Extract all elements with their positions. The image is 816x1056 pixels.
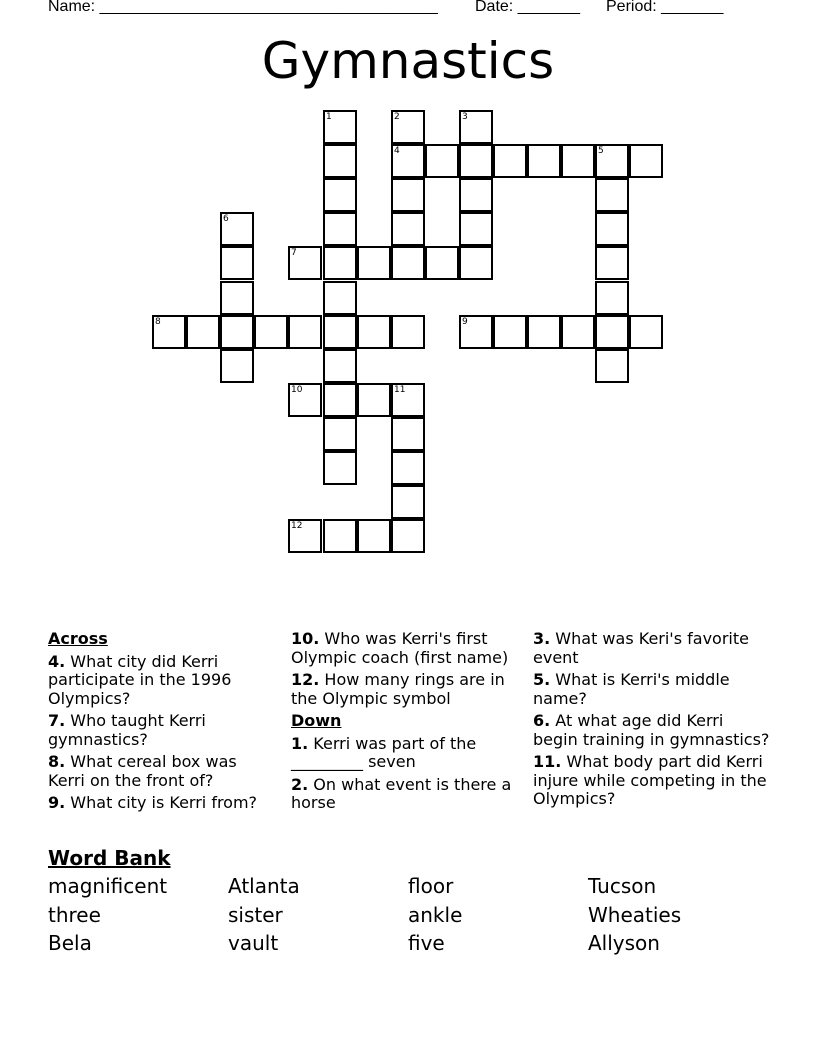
grid-cell[interactable] — [391, 485, 425, 519]
grid-cell[interactable] — [323, 417, 357, 451]
grid-cell[interactable] — [323, 212, 357, 246]
grid-cell[interactable] — [459, 110, 493, 144]
clues-column-1 — [48, 630, 268, 817]
clue-item — [291, 735, 526, 772]
clue-item — [291, 671, 526, 708]
grid-cell[interactable] — [323, 144, 357, 178]
grid-cell[interactable] — [459, 246, 493, 280]
grid-cell[interactable] — [323, 246, 357, 280]
clue-number: 1 — [326, 112, 332, 122]
grid-cell[interactable] — [595, 246, 629, 280]
clue-number: 12 — [291, 521, 303, 531]
grid-cell[interactable] — [323, 315, 357, 349]
clue-number: 11 — [394, 385, 406, 395]
clue-number: 5 — [598, 146, 604, 156]
clue-item — [533, 753, 773, 809]
grid-cell[interactable] — [323, 383, 357, 417]
clue-item — [291, 776, 526, 813]
clue-number: 4. — [48, 651, 66, 671]
grid-cell[interactable] — [391, 144, 425, 178]
word-bank-title: Word Bank — [48, 846, 171, 870]
clue-number: 6 — [223, 214, 229, 224]
grid-cell[interactable] — [288, 246, 322, 280]
grid-cell[interactable] — [629, 315, 663, 349]
word-bank-word: Wheaties — [588, 903, 682, 927]
clue-number: 6. — [533, 711, 551, 730]
clue-text: Who taught Kerri gymnastics? — [48, 711, 206, 749]
word-bank-word: floor — [408, 874, 454, 898]
clue-item — [291, 630, 526, 667]
grid-cell[interactable] — [391, 212, 425, 246]
grid-cell[interactable] — [220, 281, 254, 315]
grid-cell[interactable] — [254, 315, 288, 349]
grid-cell[interactable] — [561, 315, 595, 349]
clue-number: 3 — [462, 112, 468, 122]
grid-cell[interactable] — [391, 178, 425, 212]
grid-cell[interactable] — [357, 519, 391, 553]
clue-number: 8 — [155, 317, 161, 327]
grid-cell[interactable] — [459, 144, 493, 178]
clue-item — [533, 671, 773, 708]
word-bank-word: Atlanta — [228, 874, 300, 898]
grid-cell[interactable] — [595, 144, 629, 178]
grid-cell[interactable] — [357, 246, 391, 280]
grid-cell[interactable] — [561, 144, 595, 178]
clue-number: 8. — [48, 752, 66, 771]
grid-cell[interactable] — [391, 315, 425, 349]
grid-cell[interactable] — [220, 315, 254, 349]
clue-text: Kerri was part of the _________ seven — [291, 733, 477, 771]
grid-cell[interactable] — [425, 144, 459, 178]
grid-cell[interactable] — [220, 212, 254, 246]
grid-cell[interactable] — [527, 144, 561, 178]
grid-cell[interactable] — [152, 315, 186, 349]
grid-cell[interactable] — [459, 212, 493, 246]
grid-cell[interactable] — [186, 315, 220, 349]
grid-cell[interactable] — [357, 315, 391, 349]
grid-cell[interactable] — [288, 315, 322, 349]
word-bank-word: magnificent — [48, 874, 168, 898]
grid-cell[interactable] — [459, 178, 493, 212]
word-bank-word: sister — [228, 903, 283, 927]
clue-text: What city did Kerri participate in the 1996 Olympics? — [48, 651, 232, 708]
grid-cell[interactable] — [527, 315, 561, 349]
grid-cell[interactable] — [493, 144, 527, 178]
word-bank-word: Tucson — [588, 874, 657, 898]
clue-number: 2. — [291, 774, 309, 794]
clue-number: 9. — [48, 793, 66, 812]
grid-cell[interactable] — [493, 315, 527, 349]
clues-column-2 — [291, 630, 526, 817]
word-bank-word: Bela — [48, 931, 92, 955]
page-title: Gymnastics — [261, 32, 555, 90]
word-bank-word: five — [408, 931, 445, 955]
clue-text: What body part did Kerri injure while competing in the Olympics? — [533, 752, 767, 808]
grid-cell[interactable] — [391, 383, 425, 417]
clue-item — [533, 630, 773, 667]
period-field-label[interactable]: Period: _______ — [606, 0, 724, 15]
clue-number: 7. — [48, 711, 66, 730]
across-heading: Across — [48, 629, 108, 648]
grid-cell[interactable] — [595, 315, 629, 349]
clue-text: On what event is there a horse — [291, 774, 512, 812]
clue-item — [48, 753, 268, 790]
grid-cell[interactable] — [391, 451, 425, 485]
clue-text: What was Keri's favorite event — [533, 629, 749, 667]
grid-cell[interactable] — [323, 451, 357, 485]
grid-cell[interactable] — [595, 281, 629, 315]
clue-item — [48, 794, 268, 813]
down-heading: Down — [291, 711, 342, 730]
clue-number: 10 — [291, 385, 303, 395]
clue-text: At what age did Kerri begin training in gymnastics? — [533, 711, 770, 749]
grid-cell[interactable] — [595, 178, 629, 212]
clue-text: Who was Kerri's first Olympic coach (first name) — [291, 629, 509, 667]
grid-cell[interactable] — [595, 349, 629, 383]
grid-cell[interactable] — [288, 383, 322, 417]
grid-cell[interactable] — [391, 417, 425, 451]
grid-cell[interactable] — [459, 315, 493, 349]
clue-text: How many rings are in the Olympic symbol — [291, 670, 505, 708]
word-bank-word: three — [48, 903, 101, 927]
clue-number: 5. — [533, 670, 551, 689]
grid-cell[interactable] — [220, 246, 254, 280]
grid-cell[interactable] — [323, 281, 357, 315]
word-bank-word: vault — [228, 931, 279, 955]
word-bank-word: Allyson — [588, 931, 660, 955]
grid-cell[interactable] — [391, 110, 425, 144]
date-field-label[interactable]: Date: _______ — [475, 0, 580, 15]
word-bank-word: ankle — [408, 903, 463, 927]
clue-item — [533, 712, 773, 749]
clue-item — [48, 712, 268, 749]
clue-number: 10. — [291, 629, 320, 648]
clue-number: 7 — [291, 248, 297, 258]
grid-cell[interactable] — [629, 144, 663, 178]
grid-cell[interactable] — [220, 349, 254, 383]
name-field-label[interactable]: Name: ______________________________________ — [48, 0, 438, 15]
clue-item — [48, 653, 268, 709]
clue-number: 3. — [533, 629, 551, 648]
clue-number: 9 — [462, 317, 468, 327]
clue-number: 4 — [394, 146, 400, 156]
grid-cell[interactable] — [323, 519, 357, 553]
clue-text: What is Kerri's middle name? — [533, 670, 730, 708]
clues-column-3 — [533, 630, 773, 813]
clue-number: 1. — [291, 733, 309, 753]
grid-cell[interactable] — [323, 178, 357, 212]
grid-cell[interactable] — [595, 212, 629, 246]
grid-cell[interactable] — [288, 519, 322, 553]
grid-cell[interactable] — [323, 349, 357, 383]
grid-cell[interactable] — [357, 383, 391, 417]
clue-text: What city is Kerri from? — [65, 793, 258, 812]
clue-number: 12. — [291, 670, 320, 689]
grid-cell[interactable] — [391, 519, 425, 553]
grid-cell[interactable] — [323, 110, 357, 144]
clue-text: What cereal box was Kerri on the front of? — [48, 752, 237, 790]
clue-number: 2 — [394, 112, 400, 122]
grid-cell[interactable] — [425, 246, 459, 280]
clue-number: 11. — [533, 752, 562, 771]
grid-cell[interactable] — [391, 246, 425, 280]
